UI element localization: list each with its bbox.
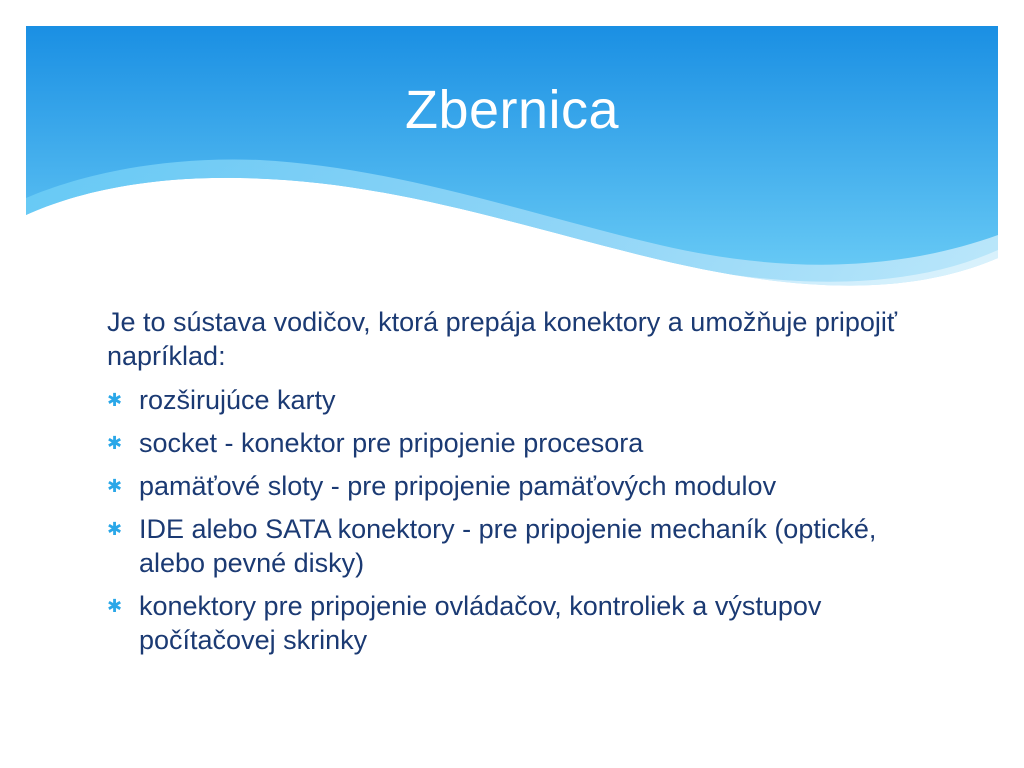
list-item: [107, 589, 907, 657]
asterisk-bullet-icon: ✱: [107, 433, 123, 453]
intro-text: Je to sústava vodičov, ktorá prepája konektory a umožňuje pripojiť napríklad:: [107, 307, 898, 371]
asterisk-bullet-icon: ✱: [107, 519, 123, 539]
header-wave-graphic: [0, 0, 1024, 300]
bullet-text: konektory pre pripojenie ovládačov, kontroliek a výstupov počítačovej skrinky: [139, 591, 822, 655]
slide-title: Zbernica: [404, 80, 620, 140]
asterisk-bullet-icon: ✱: [107, 596, 123, 616]
bullet-text: pamäťové sloty - pre pripojenie pamäťových modulov: [139, 471, 777, 501]
list-item: [107, 512, 907, 580]
slide-body: [107, 305, 907, 666]
list-item: [107, 383, 907, 417]
asterisk-bullet-icon: ✱: [107, 390, 123, 410]
header-background: [26, 26, 998, 286]
list-item: [107, 469, 907, 503]
bullet-text: socket - konektor pre pripojenie procesora: [139, 428, 644, 458]
bullet-text: IDE alebo SATA konektory - pre pripojenie mechaník (optické, alebo pevné disky): [139, 514, 877, 578]
header-wave-band: [0, 0, 1024, 300]
bullet-text: rozširujúce karty: [139, 385, 336, 415]
list-item: [107, 426, 907, 460]
bullet-list: [107, 383, 907, 657]
asterisk-bullet-icon: ✱: [107, 476, 123, 496]
